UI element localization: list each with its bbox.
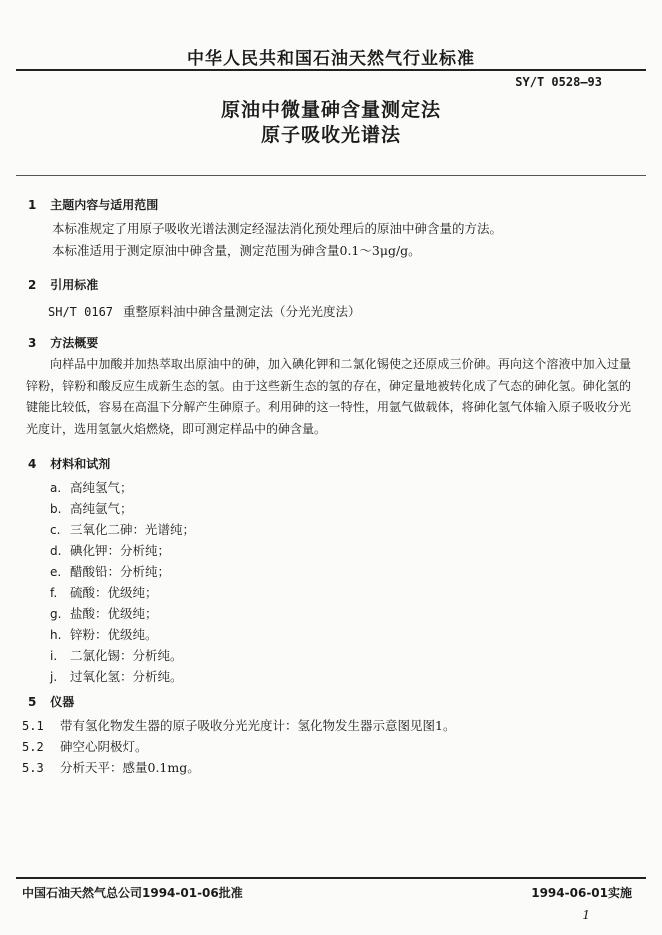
page-number: 1 [582, 908, 590, 922]
item-label: 5.2 [22, 740, 44, 754]
item-text: 高纯氩气； [70, 501, 133, 516]
reagent-item [50, 541, 170, 559]
item-label: i. [50, 649, 58, 663]
reference-title: 重整原料油中砷含量测定法（分光光度法） [123, 304, 361, 319]
item-label: f. [50, 586, 58, 600]
reagent-item [50, 646, 183, 664]
item-label: j. [50, 670, 58, 684]
item-text: 高纯氢气； [70, 480, 133, 495]
reagent-item [50, 667, 183, 685]
standard-category-title: 中华人民共和国石油天然气行业标准 [187, 49, 475, 69]
reference-standard [48, 302, 361, 320]
item-text: 二氯化锡：分析纯。 [70, 648, 183, 663]
instrument-item [22, 758, 200, 776]
reagent-item [50, 562, 170, 580]
section-title: 材料和试剂 [50, 457, 111, 471]
reagent-item [50, 499, 133, 517]
section-number: 5 [28, 695, 37, 709]
section-title: 引用标准 [50, 278, 99, 292]
item-label: e. [50, 565, 62, 579]
section-title: 方法概要 [50, 336, 99, 350]
reagent-item [50, 478, 133, 496]
reagent-item [50, 583, 158, 601]
effective-date: 1994-06-01实施 [531, 886, 632, 900]
footer-divider [16, 877, 646, 879]
section-1-heading [28, 196, 158, 213]
item-text: 锌粉：优级纯。 [70, 627, 158, 642]
section-5-heading [28, 693, 74, 710]
section-number: 1 [28, 198, 37, 212]
section-3-heading [28, 334, 98, 351]
header-divider [16, 69, 646, 71]
reagent-item [50, 520, 195, 538]
section-number: 3 [28, 336, 37, 350]
section-4-heading [28, 455, 110, 472]
item-text: 硫酸：优级纯； [70, 585, 158, 600]
item-label: b. [50, 502, 62, 516]
item-label: d. [50, 544, 62, 558]
approval-note: 中国石油天然气总公司1994-01-06批准 [22, 886, 243, 900]
section-title: 仪器 [50, 695, 75, 709]
item-label: c. [50, 523, 61, 537]
item-label: g. [50, 607, 62, 621]
item-label: 5.1 [22, 719, 44, 733]
method-summary-paragraph: 向样品中加酸并加热萃取出原油中的砷，加入碘化钾和二氯化锡使之还原成三价砷。再向这个溶液中加入过量锌粉，锌粉和酸反应生成新生态的氢。由于这些新生态的氢的存在，砷定量地被转化成了气态的砷化氢。砷化氢的键能比较低，容易在高温下分解产生砷原子。利用砷的这一特性，用氩气做载体，将砷化氢气体输入原子吸收分光光度计，选用氢氩火焰燃烧，即可测定样品中的砷含量。 [26, 357, 631, 436]
item-text: 碘化钾：分析纯； [70, 543, 171, 558]
title-divider [16, 175, 646, 176]
item-text: 过氧化氢：分析纯。 [70, 669, 183, 684]
reagent-item [50, 604, 158, 622]
item-text: 带有氢化物发生器的原子吸收分光光度计：氢化物发生器示意图见图1。 [60, 718, 456, 733]
item-text: 砷空心阴极灯。 [60, 739, 148, 754]
section-1-line-1: 本标准规定了用原子吸收光谱法测定经湿法消化预处理后的原油中砷含量的方法。 [52, 221, 503, 236]
item-text: 分析天平：感量0.1mg。 [60, 760, 200, 775]
section-number: 2 [28, 278, 37, 292]
item-label: 5.3 [22, 761, 44, 775]
section-1-line-2: 本标准适用于测定原油中砷含量，测定范围为砷含量0.1～3μg/g。 [52, 243, 421, 258]
document-subtitle: 原子吸收光谱法 [260, 124, 401, 146]
item-label: h. [50, 628, 62, 642]
section-number: 4 [28, 457, 37, 471]
item-text: 醋酸铅：分析纯； [70, 564, 171, 579]
section-title: 主题内容与适用范围 [50, 198, 159, 212]
reagent-item [50, 625, 158, 643]
item-text: 盐酸：优级纯； [70, 606, 158, 621]
item-text: 三氧化二砷：光谱纯； [70, 522, 196, 537]
reference-code: SH/T 0167 [48, 305, 114, 319]
section-2-heading [28, 276, 98, 293]
instrument-item [22, 716, 455, 734]
item-label: a. [50, 481, 62, 495]
standard-code: SY/T 0528—93 [515, 75, 602, 89]
document-title: 原油中微量砷含量测定法 [220, 99, 441, 121]
instrument-item [22, 737, 148, 755]
